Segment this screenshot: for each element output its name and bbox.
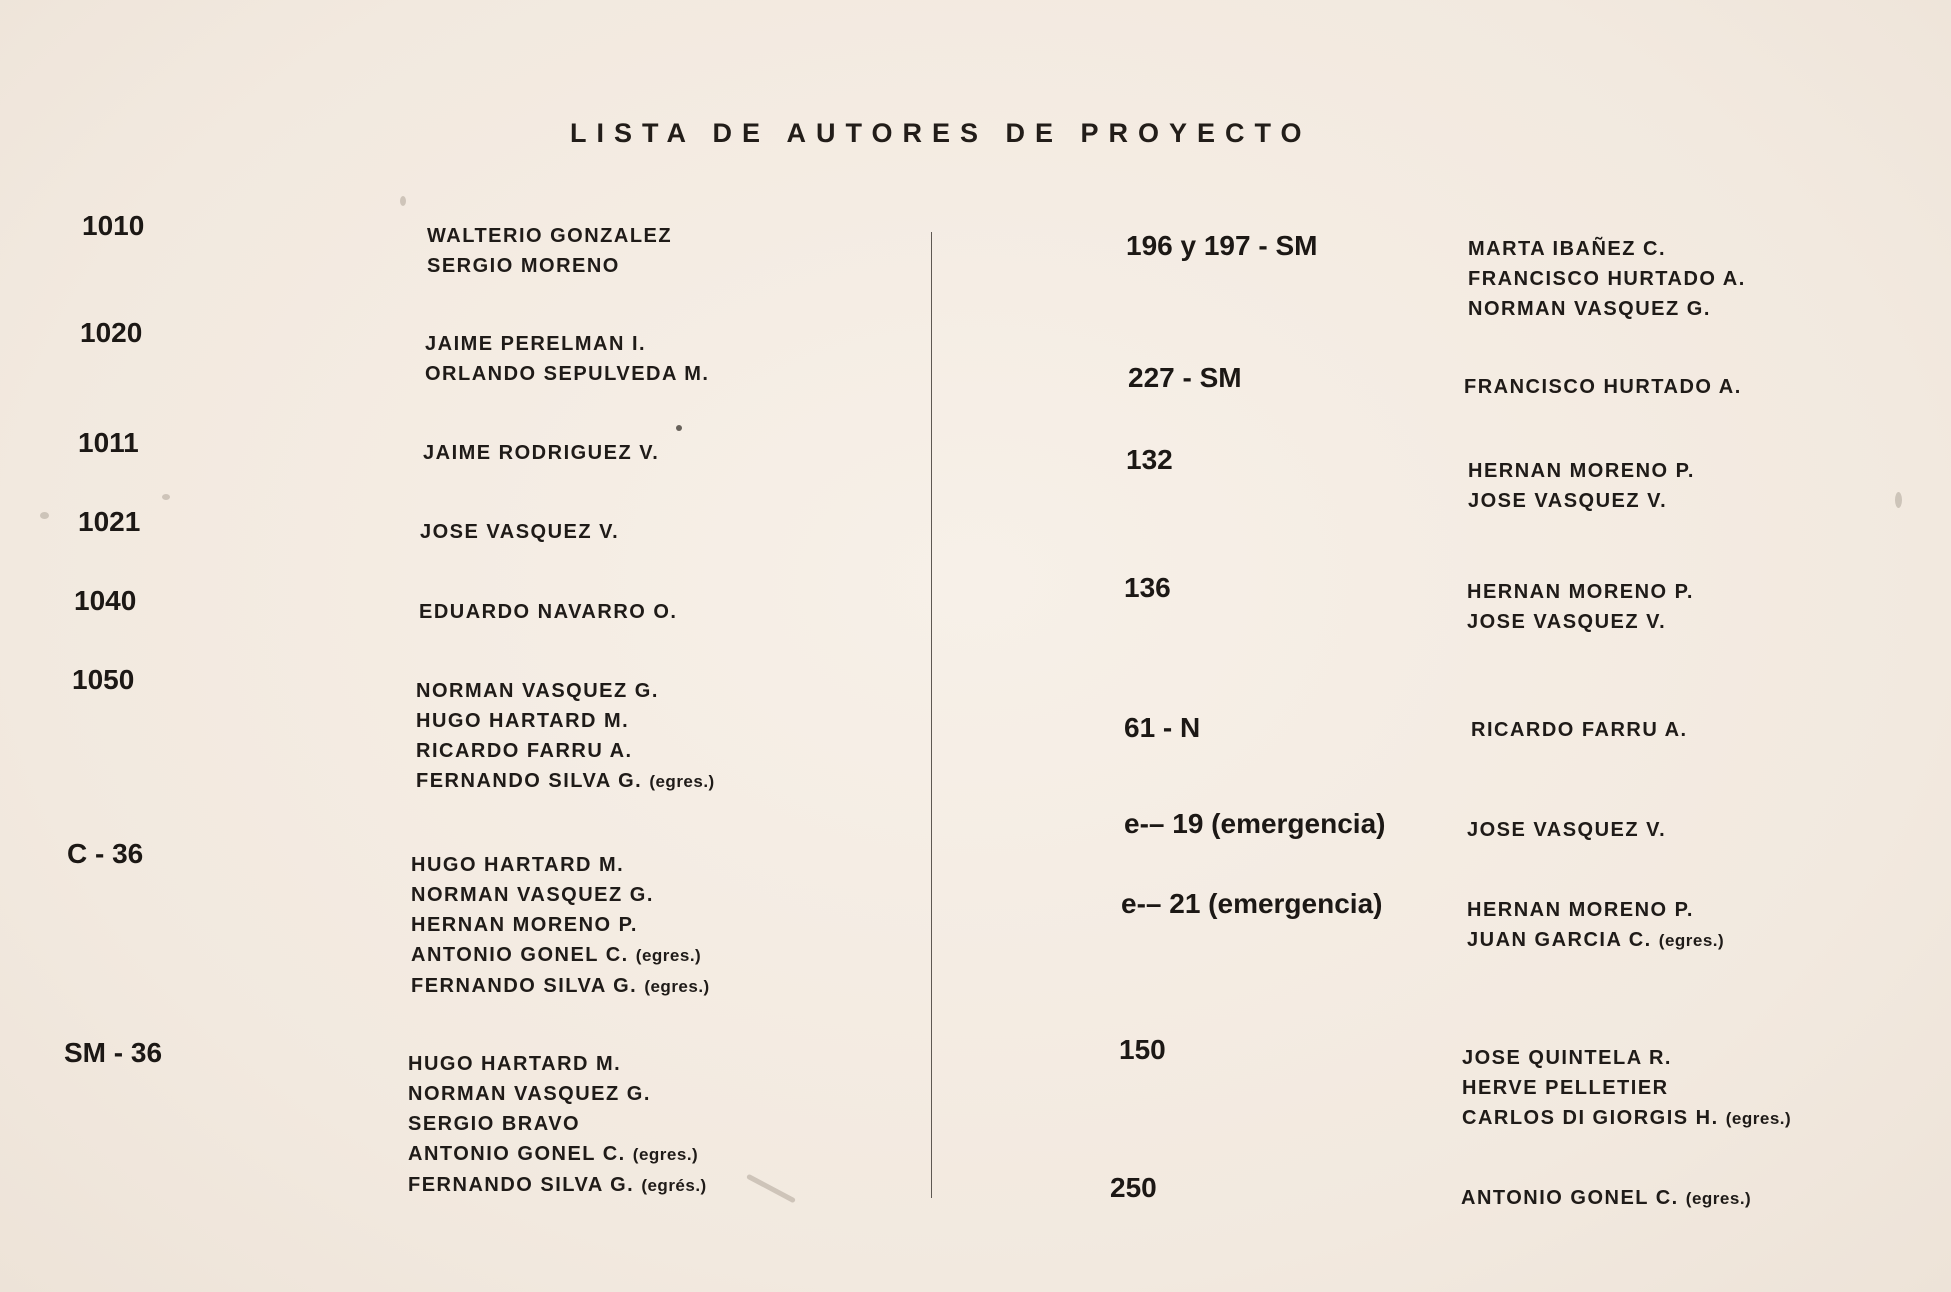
author-name (1468, 456, 1695, 486)
author-name-text: NORMAN VASQUEZ G. (416, 680, 659, 702)
author-name (411, 971, 710, 1002)
project-code: 250 (1110, 1172, 1157, 1203)
author-list-block (419, 597, 677, 627)
author-name (408, 1049, 707, 1079)
author-name (1467, 895, 1724, 925)
project-code: 1011 (78, 427, 139, 458)
author-name-text: SERGIO BRAVO (408, 1113, 581, 1135)
author-name (416, 676, 715, 706)
project-code: 227 - SM (1128, 362, 1242, 393)
author-name (425, 329, 709, 359)
author-name-text: JOSE VASQUEZ V. (1467, 611, 1667, 633)
paper-speck (40, 512, 49, 519)
author-name (1471, 715, 1688, 745)
project-code: 136 (1124, 572, 1171, 603)
author-name-text: NORMAN VASQUEZ G. (408, 1083, 651, 1105)
author-list-block (425, 329, 709, 389)
paper-speck (400, 196, 406, 206)
author-name-text: FERNANDO SILVA G. (408, 1174, 635, 1196)
author-list-block (1462, 1043, 1791, 1134)
author-list-block (1467, 815, 1666, 845)
author-name-text: HERNAN MORENO P. (1468, 460, 1695, 482)
author-list-block (427, 221, 672, 281)
author-name-text: JUAN GARCIA C. (1467, 929, 1652, 951)
author-name-text: JAIME PERELMAN I. (425, 333, 647, 355)
author-list-block (1467, 895, 1724, 956)
author-list-block (1464, 372, 1742, 402)
author-name-text: FERNANDO SILVA G. (416, 770, 643, 792)
author-name (416, 706, 715, 736)
author-name-text: MARTA IBAÑEZ C. (1468, 238, 1667, 260)
author-name (411, 940, 710, 971)
author-name (1467, 925, 1724, 956)
project-code: C - 36 (67, 838, 144, 869)
page-title: LISTA DE AUTORES DE PROYECTO (570, 118, 1312, 148)
author-name (411, 880, 710, 910)
author-list-block (1471, 715, 1688, 745)
author-name-text: FRANCISCO HURTADO A. (1464, 376, 1742, 398)
graduate-note: (egres.) (635, 946, 702, 965)
project-code: 150 (1119, 1034, 1166, 1065)
author-name-text: ANTONIO GONEL C. (408, 1143, 626, 1165)
author-name-text: WALTERIO GONZALEZ (427, 225, 673, 247)
author-list-block (1468, 234, 1746, 324)
author-name (1468, 486, 1695, 516)
project-code: e-– 19 (emergencia) (1124, 808, 1386, 839)
author-name (427, 221, 672, 251)
project-code: 1021 (78, 506, 141, 537)
author-name (427, 251, 672, 281)
author-name (423, 438, 659, 468)
author-name-text: JOSE VASQUEZ V. (1468, 490, 1668, 512)
graduate-note: (egres.) (644, 977, 710, 996)
project-code: 1010 (82, 210, 145, 241)
author-name (1468, 264, 1746, 294)
author-name (416, 736, 715, 766)
graduate-note: (egrés.) (641, 1176, 707, 1195)
project-code: 61 - N (1124, 712, 1201, 743)
author-list-block (411, 850, 710, 1002)
author-name-text: ANTONIO GONEL C. (411, 944, 629, 966)
author-name (408, 1170, 707, 1201)
author-name-text: ORLANDO SEPULVEDA M. (425, 363, 710, 385)
author-list-block (408, 1049, 707, 1201)
author-name-text: HUGO HARTARD M. (416, 710, 630, 732)
author-name-text: ANTONIO GONEL C. (1461, 1187, 1679, 1209)
paper-speck (1895, 492, 1902, 508)
author-name (425, 359, 709, 389)
author-name-text: HUGO HARTARD M. (411, 854, 625, 876)
graduate-note: (egres.) (649, 772, 715, 791)
author-name (1468, 294, 1746, 324)
author-list-block (416, 676, 715, 797)
author-list-block (1461, 1183, 1751, 1214)
author-name (420, 517, 619, 547)
author-name-text: FRANCISCO HURTADO A. (1468, 268, 1746, 290)
author-name (416, 766, 715, 797)
author-name (1468, 234, 1746, 264)
author-list-block (423, 438, 659, 468)
author-name-text: HERNAN MORENO P. (1467, 581, 1694, 603)
author-name-text: SERGIO MORENO (427, 255, 620, 277)
author-name-text: RICARDO FARRU A. (416, 740, 633, 762)
project-code: 1040 (74, 585, 137, 616)
author-name-text: HUGO HARTARD M. (408, 1053, 622, 1075)
project-code: 196 y 197 - SM (1126, 230, 1318, 261)
paper-speck (676, 425, 682, 431)
author-name (411, 850, 710, 880)
project-code: 1020 (80, 317, 143, 348)
author-name-text: CARLOS DI GIORGIS H. (1462, 1107, 1719, 1129)
project-code: 1050 (72, 664, 135, 695)
author-name-text: JOSE VASQUEZ V. (1467, 819, 1667, 841)
author-name (1467, 607, 1694, 637)
author-name (1462, 1103, 1791, 1134)
author-list-block (420, 517, 619, 547)
author-name-text: HERNAN MORENO P. (1467, 899, 1694, 921)
author-name-text: JOSE VASQUEZ V. (420, 521, 620, 543)
author-name (1467, 815, 1666, 845)
graduate-note: (egres.) (1685, 1189, 1752, 1208)
author-list-block (1467, 577, 1694, 637)
author-name (408, 1109, 707, 1139)
author-name (419, 597, 677, 627)
author-name-text: NORMAN VASQUEZ G. (411, 884, 654, 906)
paper-speck (746, 1174, 796, 1204)
author-name-text: JOSE QUINTELA R. (1462, 1047, 1672, 1069)
author-name (1462, 1043, 1791, 1073)
author-name (1462, 1073, 1791, 1103)
graduate-note: (egres.) (1725, 1109, 1792, 1128)
graduate-note: (egres.) (1658, 931, 1725, 950)
author-name-text: RICARDO FARRU A. (1471, 719, 1688, 741)
project-code: SM - 36 (64, 1037, 163, 1068)
author-name-text: EDUARDO NAVARRO O. (419, 601, 678, 623)
paper-speck (162, 494, 170, 500)
graduate-note: (egres.) (632, 1145, 699, 1164)
project-code: e-– 21 (emergencia) (1121, 888, 1383, 919)
author-list-block (1468, 456, 1695, 516)
author-name-text: NORMAN VASQUEZ G. (1468, 298, 1711, 320)
author-name (1461, 1183, 1751, 1214)
author-name-text: FERNANDO SILVA G. (411, 975, 638, 997)
column-divider (931, 232, 932, 1198)
author-name-text: HERNAN MORENO P. (411, 914, 638, 936)
author-name (411, 910, 710, 940)
project-code: 132 (1126, 444, 1173, 475)
author-name-text: HERVE PELLETIER (1462, 1077, 1669, 1099)
author-name-text: JAIME RODRIGUEZ V. (423, 442, 660, 464)
author-name (1464, 372, 1742, 402)
author-name (408, 1139, 707, 1170)
author-name (1467, 577, 1694, 607)
author-name (408, 1079, 707, 1109)
